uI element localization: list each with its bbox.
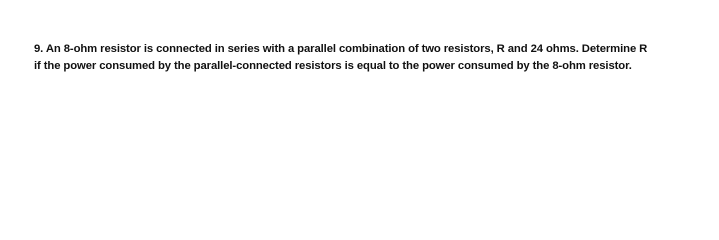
problem-line-2: if the power consumed by the parallel-connected resistors is equal to the power consumed by the 8-ohm resistor. (34, 60, 632, 72)
problem-line-1: 9. An 8-ohm resistor is connected in series with a parallel combination of two resistors, R and 24 ohms. Determine R (34, 43, 648, 55)
problem-statement (34, 41, 714, 75)
